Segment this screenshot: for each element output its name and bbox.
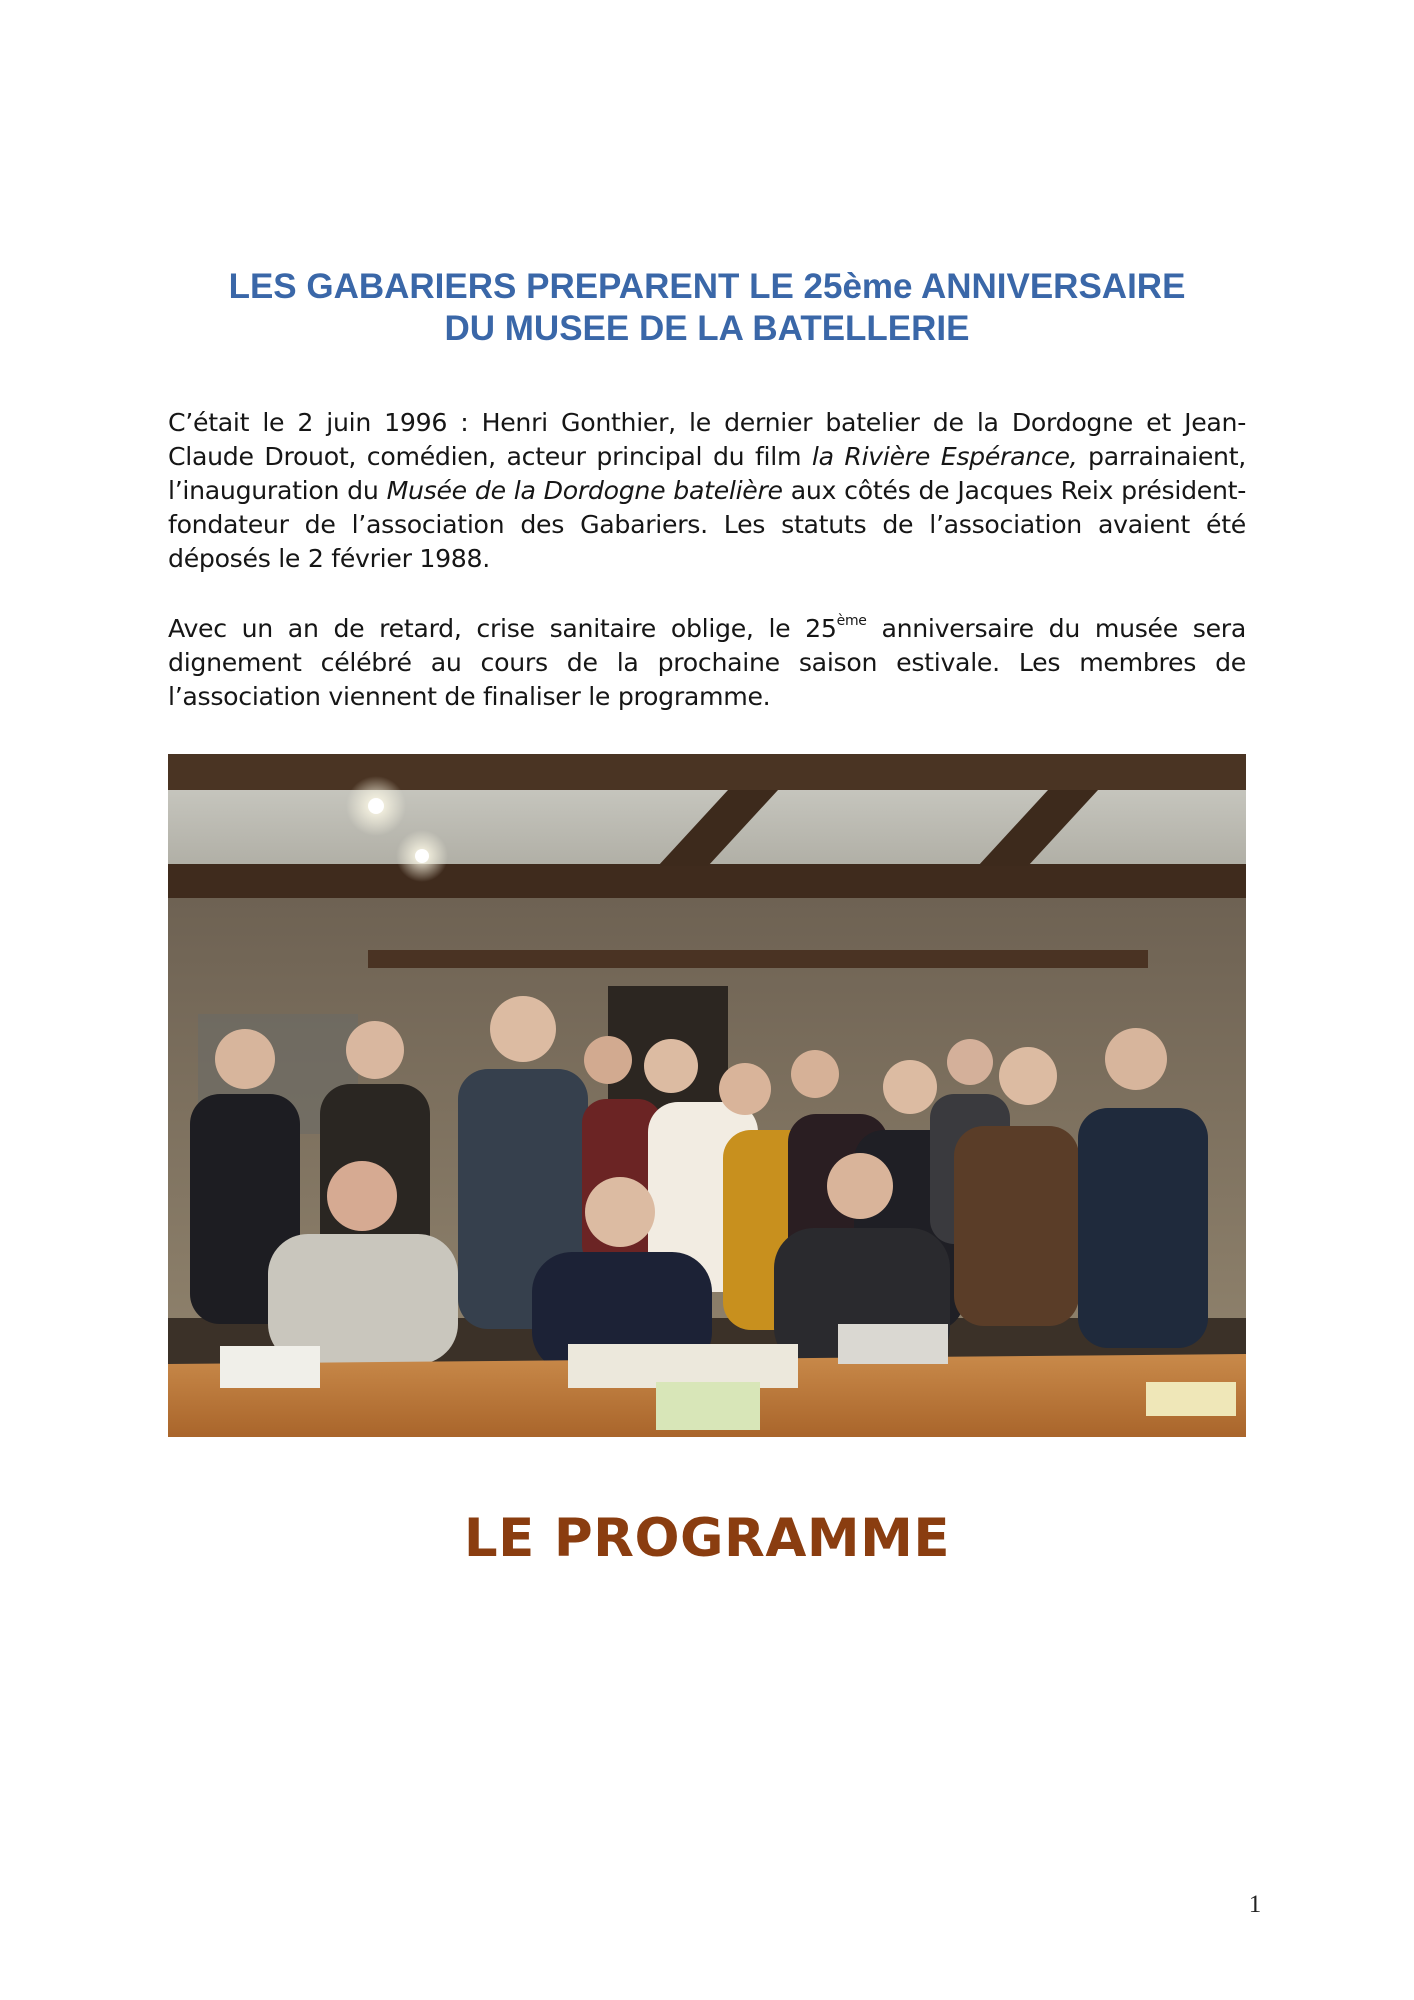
- paragraph-1-text-a: C’était le 2 juin 1996 : Henri Gonthier, le dernier batelier de la Dordogne et Jean-Claude Drouot, comédien, acteur principal du film: [168, 408, 1246, 471]
- group-photo: [168, 754, 1246, 1437]
- museum-name: Musée de la Dordogne batelière: [386, 476, 783, 505]
- brochure: [1146, 1382, 1236, 1416]
- paragraph-1-text-b: parrainaient, l’inauguration du: [168, 442, 1247, 505]
- film-title: la Rivière Espérance,: [811, 442, 1078, 471]
- paragraph-inauguration: [168, 406, 1246, 576]
- paragraph-1-text-c: aux côtés de Jacques Reix président-fondateur de l’association des Gabariers. Les statuts de l’association avaient été déposés le 2 février 1988.: [168, 476, 1246, 573]
- paragraph-2-text-b: anniversaire du musée sera dignement célébré au cours de la prochaine saison estivale. Les membres de l’association viennent de finaliser le programme.: [168, 614, 1246, 711]
- ceiling-beam-2: [168, 864, 1246, 898]
- ceiling-beam-1: [168, 754, 1246, 790]
- ordinal-superscript: ème: [836, 613, 867, 629]
- paragraph-2-text-a: Avec un an de retard, crise sanitaire oblige, le 25: [168, 614, 837, 643]
- title-line-2: DU MUSEE DE LA BATELLERIE: [444, 309, 970, 348]
- title-line-1: LES GABARIERS PREPARENT LE 25ème ANNIVERSAIRE: [228, 267, 1186, 306]
- flyer: [656, 1382, 760, 1430]
- group-photo-illustration: [168, 754, 1246, 1437]
- document-title: [168, 266, 1246, 350]
- paragraph-anniversary: [168, 612, 1246, 714]
- spot-lamp-1-bulb: [368, 798, 384, 814]
- documents: [568, 1344, 798, 1388]
- spot-lamp-2-bulb: [415, 849, 429, 863]
- page-number: 1: [1248, 1891, 1262, 1918]
- wall-beam: [368, 950, 1148, 968]
- binder: [838, 1324, 948, 1364]
- programme-heading: LE PROGRAMME: [463, 1508, 951, 1569]
- notebook: [220, 1346, 320, 1388]
